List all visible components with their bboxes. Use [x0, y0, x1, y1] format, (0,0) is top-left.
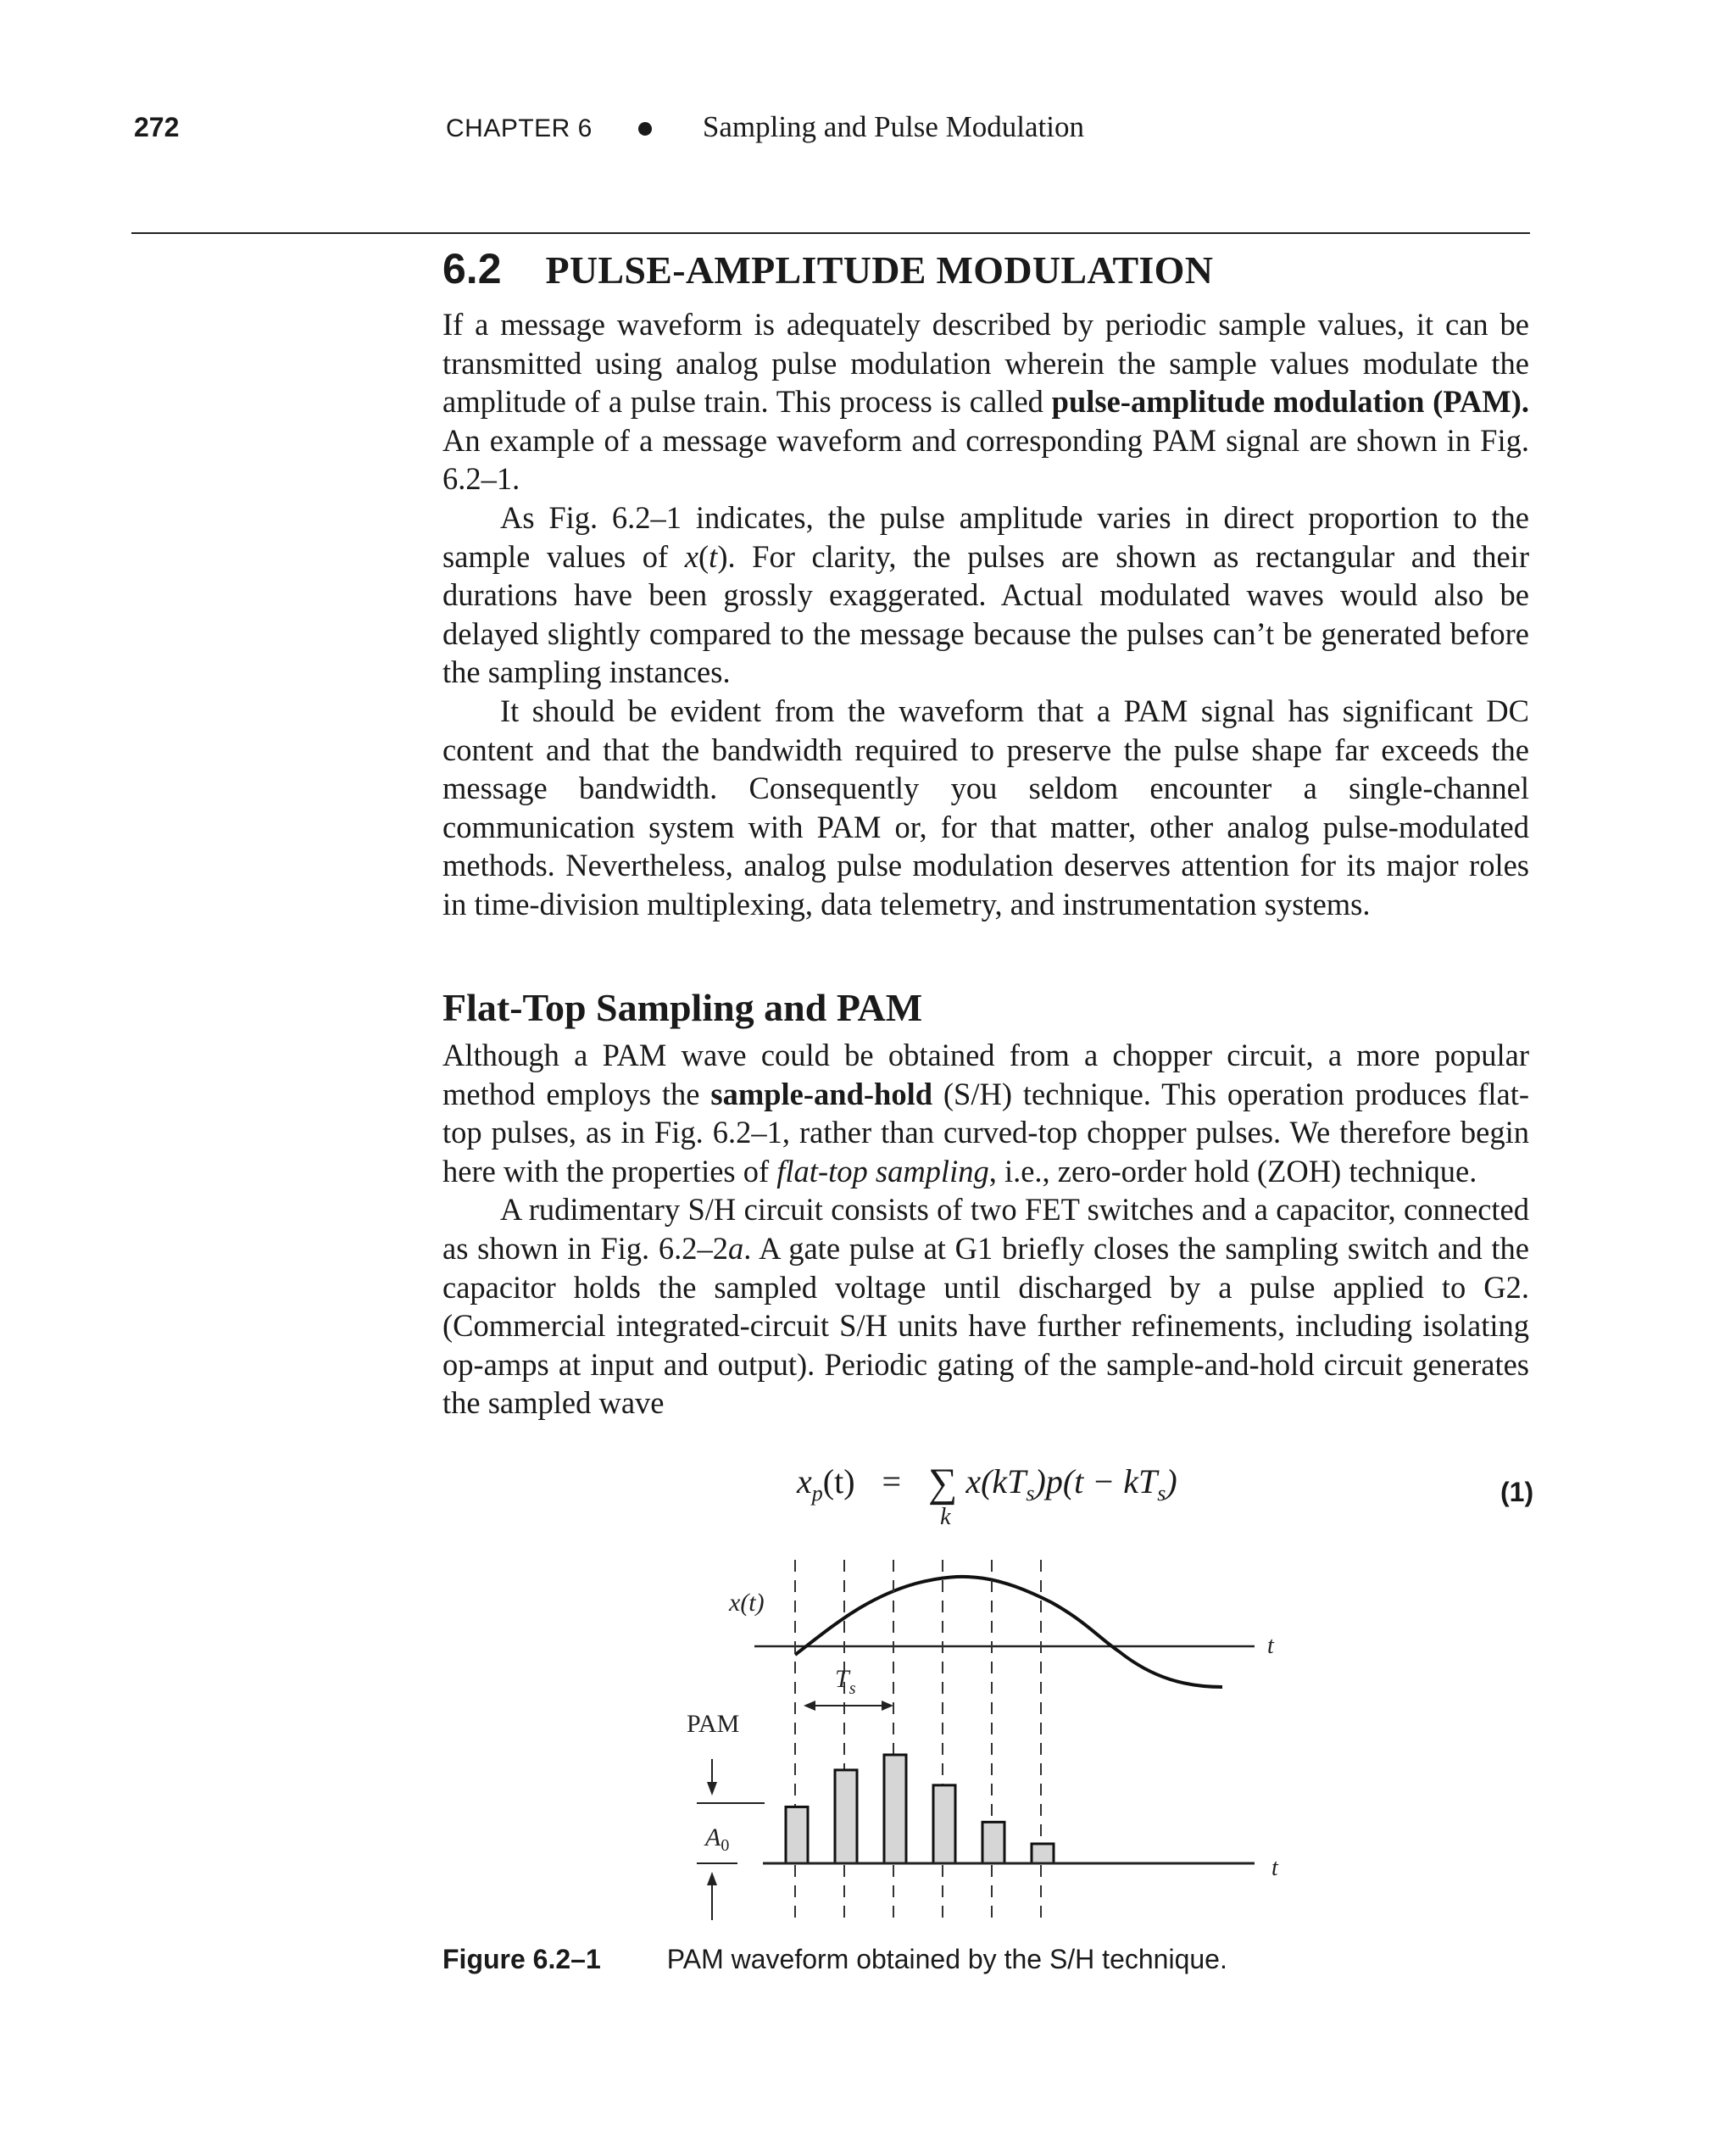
t-label-bottom: t — [1271, 1855, 1278, 1881]
text-run: A rudimentary S/H circuit consists of two FET switches and a capacitor, connected as shown in Fig. 6.2–2 — [442, 1192, 1529, 1266]
eq-symbol: ) — [1166, 1462, 1177, 1500]
math-var: t — [709, 538, 718, 574]
bold-term: sample-and-hold — [710, 1076, 933, 1111]
paragraph: It should be evident from the waveform that a PAM signal has significant DC content and that the bandwidth required to preserve the pulse shape far exceeds the message bandwidth. Consequently you seldom encounter a single-channel communication system with PAM or, for that matter, other analog pulse-modulated methods. Nevertheless, analog pulse modulation deserves attention for its major roles in time-division multiplexing, data telemetry, and instrumentation systems. — [442, 693, 1529, 921]
pam-pulse — [1032, 1844, 1054, 1863]
paragraph — [442, 1190, 1529, 1422]
section-title: PULSE-AMPLITUDE MODULATION — [545, 248, 1214, 292]
chapter-title: Sampling and Pulse Modulation — [702, 110, 1085, 143]
pam-label: PAM — [687, 1710, 740, 1738]
equation-number: (1) — [1500, 1477, 1534, 1507]
pam-figure — [661, 1560, 1322, 1933]
chapter-label: CHAPTER 6 — [446, 114, 593, 142]
text-run: , i.e., zero-order hold (ZOH) technique. — [988, 1153, 1477, 1189]
bullet-icon — [638, 122, 652, 136]
subsection-body — [442, 1036, 1529, 1422]
text-run: ). For clarity, the pulses are shown as rectangular and their durations have been grossly exaggerated. Actual modulated waves would also be delayed slightly compared to the message because the pulses can’t be generated before the sampling instances. — [442, 538, 1529, 690]
section-body — [442, 305, 1529, 924]
message-waveform — [795, 1577, 1222, 1687]
subsection-heading: Flat-Top Sampling and PAM — [442, 986, 923, 1029]
eq-subscript: s — [1157, 1481, 1166, 1506]
sampling-instants — [795, 1560, 1041, 1924]
text-run: Although a PAM wave could be obtained from a chopper circuit, a more popular method employs the — [442, 1038, 1529, 1111]
text-run: (S/H) technique. This operation produces flat-top pulses, as in Fig. 6.2–1, rather than curved-top chopper pulses. We therefore begin here with the properties of — [442, 1076, 1529, 1189]
pam-pulse — [884, 1755, 906, 1863]
text-run: If a message waveform is adequately described by periodic sample values, it can be transmitted using analog pulse modulation wherein the sample values modulate the amplitude of a pulse train. This process is called — [442, 307, 1529, 420]
eq-symbol: x — [797, 1462, 812, 1500]
section-heading — [442, 244, 1213, 293]
eq-symbol: )p(t − kT — [1034, 1462, 1158, 1500]
paragraph — [442, 305, 1529, 498]
summation-icon: ∑ — [928, 1461, 958, 1506]
text-run: As Fig. 6.2–1 indicates, the pulse amplitude varies in direct proportion to the sample values of — [442, 499, 1529, 574]
figure-label: Figure 6.2–1 — [442, 1944, 601, 1974]
text-run: ( — [698, 538, 709, 574]
page-number: 272 — [134, 112, 180, 142]
ts-label: $T_s$ — [835, 1665, 856, 1698]
arrow-down-icon — [707, 1782, 717, 1795]
ts-arrowhead-right-icon — [882, 1701, 893, 1711]
pam-pulse — [982, 1822, 1004, 1863]
running-head — [446, 110, 1084, 144]
header-rule — [131, 232, 1530, 234]
paragraph — [442, 498, 1529, 692]
italic-term: flat-top sampling — [776, 1153, 989, 1189]
equation — [797, 1460, 1177, 1530]
eq-subscript: s — [1026, 1481, 1035, 1506]
pam-pulse — [835, 1770, 857, 1863]
text-run: . A gate pulse at G1 briefly closes the sampling switch and the capacitor holds the sampled voltage until discharged by a pulse applied to G2. (Commercial integrated-circuit S/H units have further refinements, including isolating op-amps at input and output). Periodic gating of the sample-and-hold circuit generates the sampled wave — [442, 1230, 1529, 1421]
ts-arrowhead-left-icon — [804, 1701, 815, 1711]
eq-sum-index: k — [940, 1504, 951, 1530]
paragraph — [442, 1036, 1529, 1190]
bold-term: pulse-amplitude modulation (PAM). — [1051, 384, 1529, 420]
eq-equals: = — [882, 1462, 902, 1500]
t-label-top: t — [1267, 1633, 1274, 1659]
figure-caption-text: PAM waveform obtained by the S/H technique. — [666, 1944, 1227, 1974]
xt-label: x(t) — [729, 1589, 765, 1617]
math-var: a — [728, 1230, 744, 1266]
text-run: An example of a message waveform and corresponding PAM signal are shown in Fig. 6.2–1. — [442, 422, 1529, 497]
a0-label: $A_0$ — [705, 1823, 730, 1855]
section-number: 6.2 — [442, 245, 502, 292]
figure-caption — [442, 1944, 1227, 1975]
eq-symbol: (t) — [822, 1462, 855, 1500]
eq-subscript: p — [811, 1481, 823, 1506]
pam-pulses — [786, 1755, 1054, 1863]
math-var: x — [684, 538, 698, 574]
pam-pulse — [786, 1807, 808, 1863]
arrow-up-icon — [707, 1872, 717, 1885]
pam-pulse — [933, 1785, 955, 1863]
eq-symbol: x(kT — [965, 1462, 1027, 1500]
